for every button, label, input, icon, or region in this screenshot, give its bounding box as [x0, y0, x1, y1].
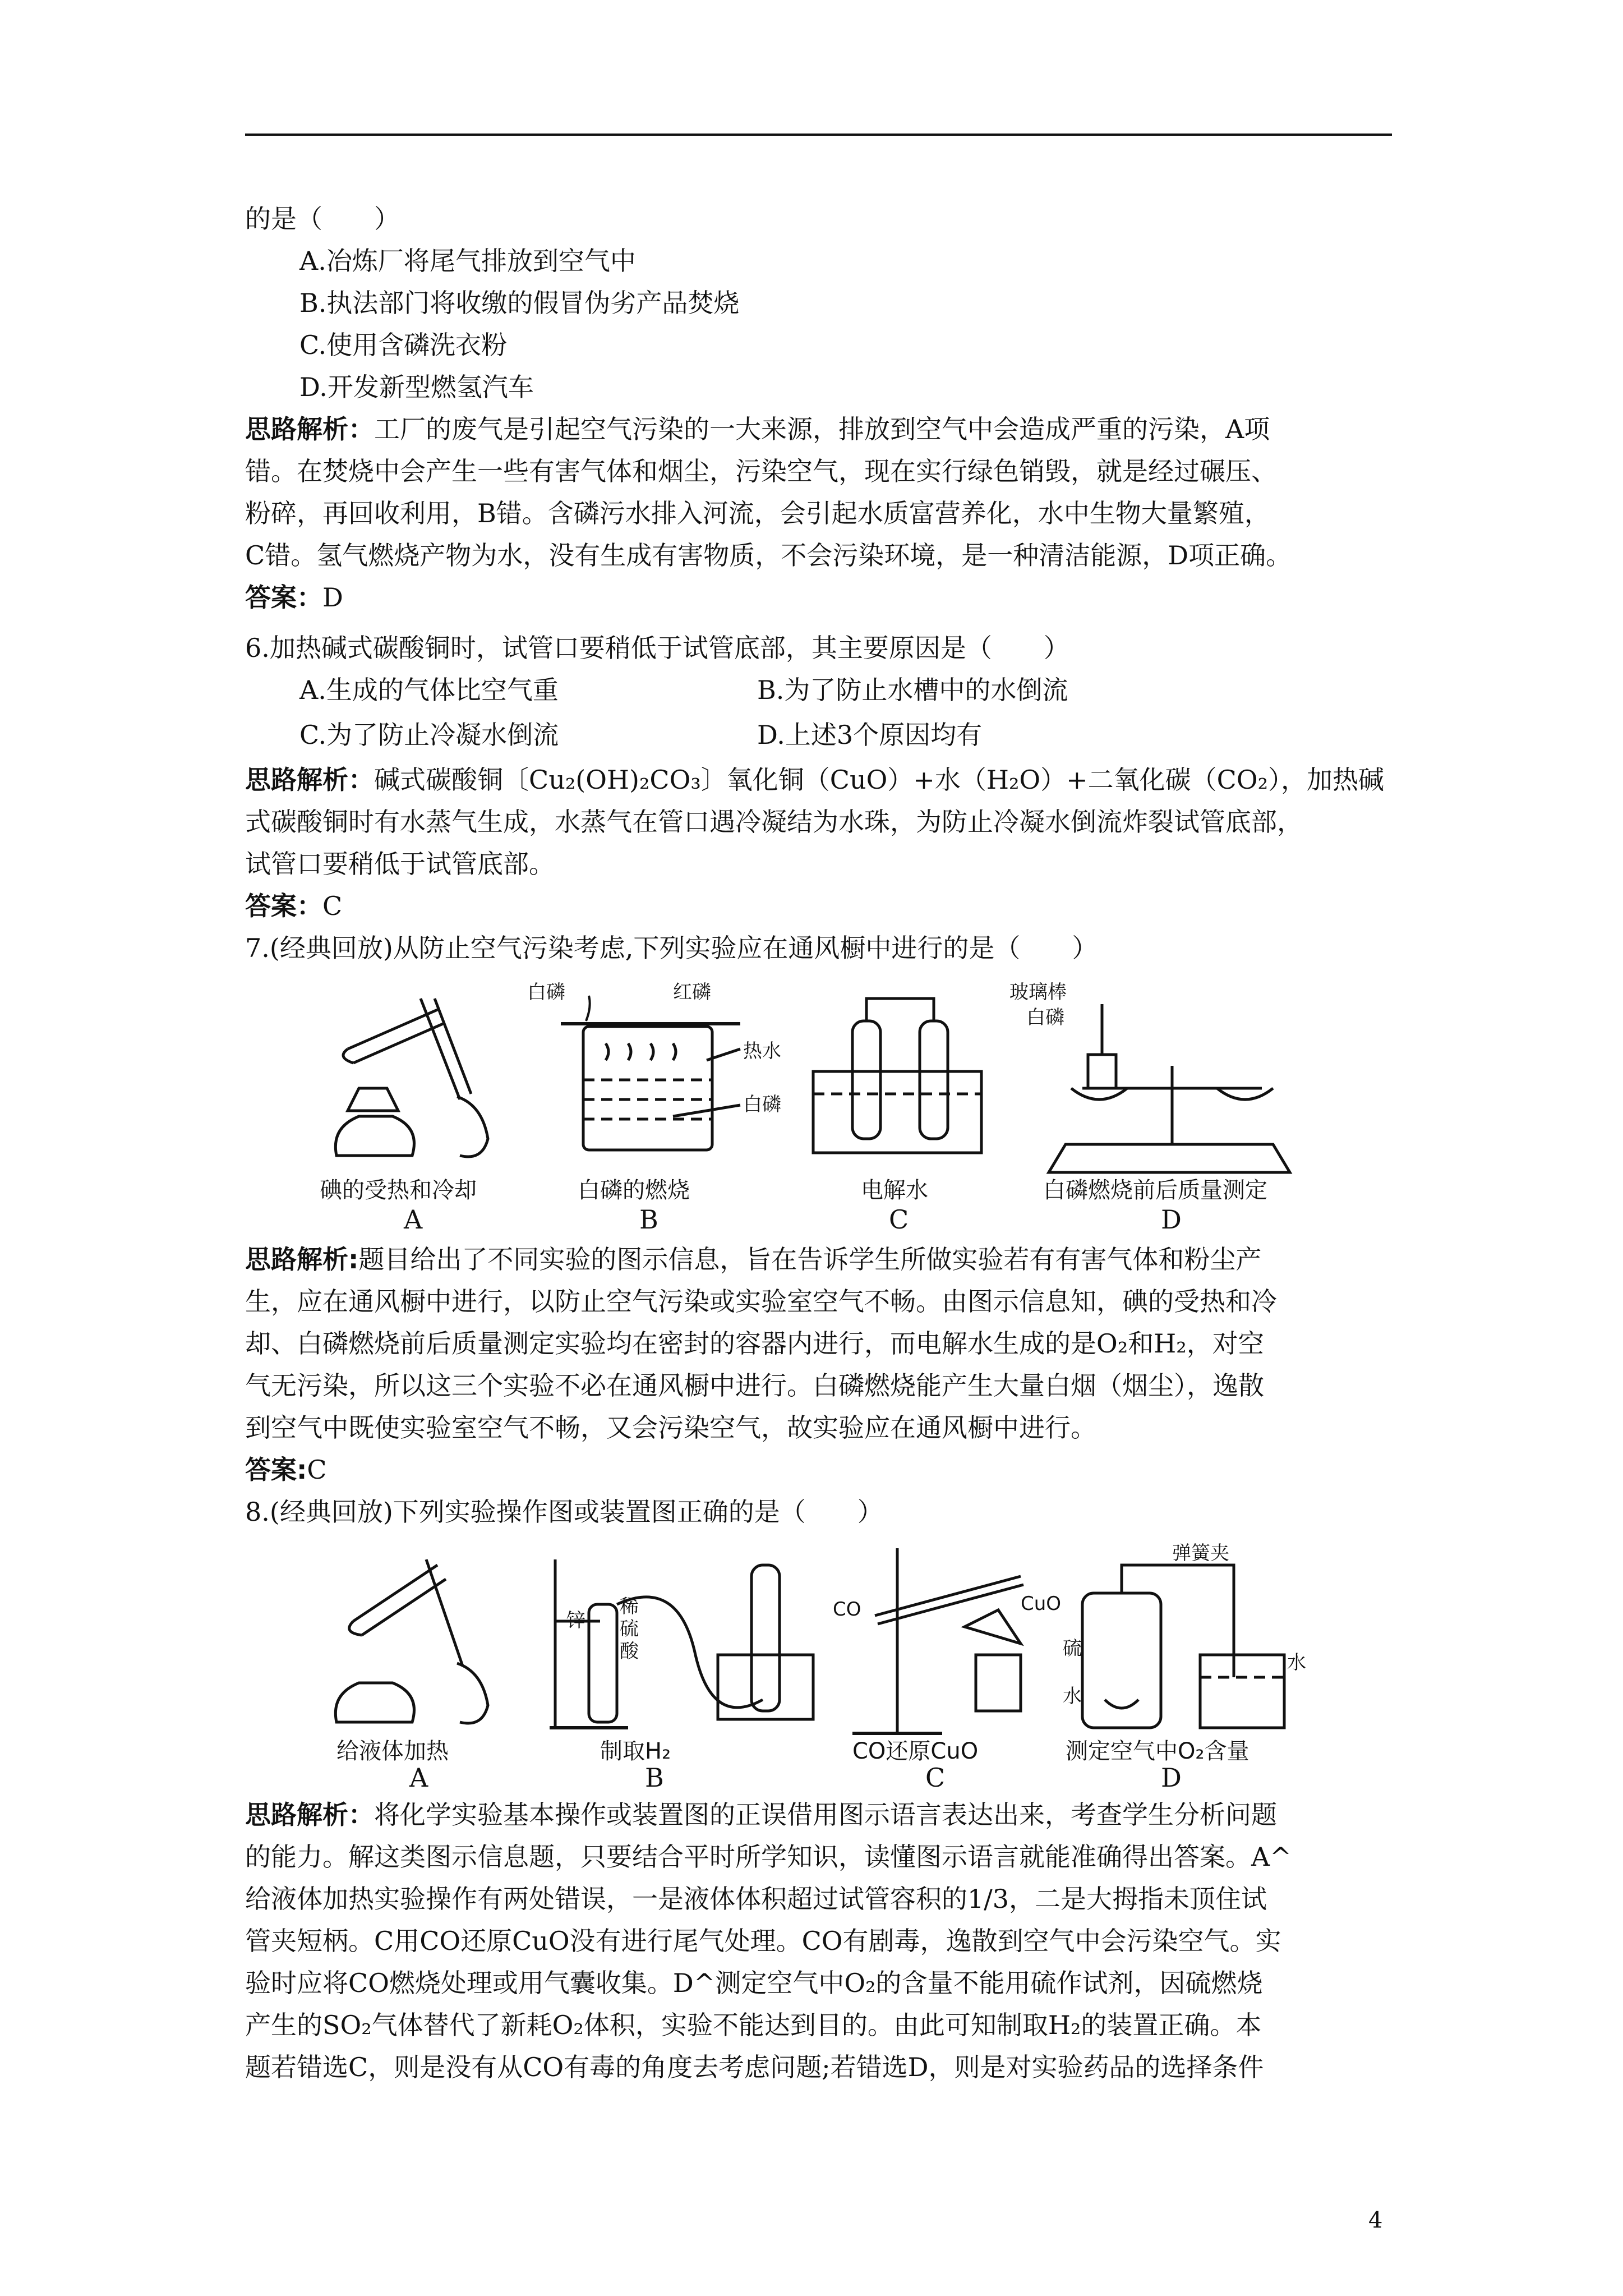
text-line: 给液体加热实验操作有两处错误，一是液体体积超过试管容积的1/3，二是大拇指未顶住试 [245, 1884, 1267, 1914]
text-line: 产生的SO₂气体替代了新耗O₂体积，实验不能达到目的。由此可知制取H₂的装置正确。本 [245, 2010, 1262, 2040]
figure-q8 [314, 1543, 1335, 1789]
label-cuo: CuO [1021, 1593, 1062, 1615]
letter-b: B [639, 1204, 658, 1234]
answer-line: 答案：C [245, 891, 343, 921]
label-white-phosphorus: 白磷 [743, 1093, 781, 1116]
text-line: 到空气中既使实验室空气不畅，又会污染空气，故实验应在通风橱中进行。 [245, 1412, 1096, 1443]
label-glass-rod: 玻璃棒 [1009, 981, 1067, 1004]
answer-label: 答案： [245, 582, 322, 613]
option-c: C.使用含磷洗衣粉 [299, 330, 508, 360]
answer-line: 答案:C [245, 1455, 327, 1485]
text-line: C错。氢气燃烧产物为水，没有生成有害物质，不会污染环境，是一种清洁能源，D项正确。 [245, 540, 1292, 570]
question-7: 7.(经典回放)从防止空气污染考虑,下列实验应在通风橱中进行的是（ ） [245, 933, 1098, 963]
analysis-line: 思路解析：工厂的废气是引起空气污染的一大来源，排放到空气中会造成严重的污染，A项 [245, 414, 1270, 444]
letter-d: D [1161, 1204, 1182, 1234]
label-dilute: 稀 [620, 1595, 639, 1618]
water-trough-icon [813, 1071, 981, 1153]
analysis-line: 思路解析：碱式碳酸铜〔Cu₂(OH)₂CO₃〕氧化铜（CuO）+水（H₂O）+二氧化碳（CO₂），加热碱 [245, 765, 1385, 795]
label-water: 水 [1063, 1685, 1082, 1708]
caption-c: 电解水 [861, 1177, 928, 1203]
analysis-line: 思路解析：将化学实验基本操作或装置图的正误借用图示语言表达出来，考查学生分析问题 [245, 1800, 1277, 1830]
caption-b: 白磷的燃烧 [578, 1177, 690, 1203]
text-line: 错。在焚烧中会产生一些有害气体和烟尘，污染空气，现在实行绿色销毁，就是经过碾压、 [245, 456, 1277, 486]
label-sulfur: 硫 [1063, 1637, 1082, 1660]
label-spring-clip: 弹簧夹 [1172, 1543, 1229, 1565]
option-a: A.冶炼厂将尾气排放到空气中 [299, 246, 636, 276]
balance-icon [1049, 1144, 1290, 1172]
text-line: 生，应在通风橱中进行，以防止空气污染或实验室空气不畅。由图示信息知，碘的受热和冷 [245, 1286, 1277, 1317]
text-line: 气无污染，所以这三个实验不必在通风橱中进行。白磷燃烧能产生大量白烟（烟尘），逸散 [245, 1370, 1264, 1401]
analysis-label: 思路解析: [245, 1244, 359, 1274]
alcohol-lamp-icon [335, 1116, 414, 1156]
letter-a: A [404, 1204, 423, 1234]
figure-q7 [314, 976, 1335, 1234]
text-line: 试管口要稍低于试管底部。 [245, 849, 555, 879]
label-water: 水 [1287, 1651, 1306, 1674]
text-line: 管夹短柄。C用CO还原CuO没有进行尾气处理。CO有剧毒，逸散到空气中会污染空气。实 [245, 1926, 1281, 1956]
label-zinc: 锌 [566, 1609, 585, 1632]
label-acid: 酸 [620, 1640, 639, 1663]
caption-b: 制取H₂ [600, 1738, 671, 1764]
label-hot-water: 热水 [743, 1040, 781, 1062]
text-line: 题若错选C，则是没有从CO有毒的角度去考虑问题;若错选D，则是对实验药品的选择条件 [245, 2052, 1264, 2082]
text-line: 式碳酸铜时有水蒸气生成，水蒸气在管口遇冷凝结为水珠，为防止冷凝水倒流炸裂试管底部， [245, 807, 1303, 837]
text-line: 却、白磷燃烧前后质量测定实验均在密封的容器内进行，而电解水生成的是O₂和H₂，对空 [245, 1328, 1264, 1359]
letter-a: A [409, 1763, 428, 1789]
option-a: A.生成的气体比空气重 [299, 675, 559, 705]
option-d: D.上述3个原因均有 [757, 720, 983, 750]
letter-c: C [925, 1763, 946, 1789]
option-c: C.为了防止冷凝水倒流 [299, 720, 559, 750]
text-line: 验时应将CO燃烧处理或用气囊收集。D^测定空气中O₂的含量不能用硫作试剂，因硫燃烧 [245, 1968, 1263, 1998]
text-line: 的能力。解这类图示信息题，只要结合平时所学知识，读懂图示语言就能准确得出答案。A^ [245, 1842, 1292, 1872]
caption-d: 测定空气中O₂含量 [1066, 1738, 1249, 1764]
label-sulfuric: 硫 [620, 1618, 639, 1640]
beaker-icon [1200, 1655, 1284, 1728]
option-b: B.为了防止水槽中的水倒流 [757, 675, 1068, 705]
question-6: 6.加热碱式碳酸铜时，试管口要稍低于试管底部，其主要原因是（ ） [245, 633, 1069, 663]
beaker-icon [583, 1027, 712, 1150]
option-d: D.开发新型燃氢汽车 [299, 372, 534, 402]
caption-a: 碘的受热和冷却 [320, 1177, 477, 1203]
answer-label: 答案： [245, 891, 322, 921]
text-line: 的是（ ） [245, 204, 400, 234]
label-co: CO [833, 1598, 861, 1621]
letter-d: D [1161, 1763, 1182, 1789]
page-number: 4 [1368, 2207, 1383, 2233]
hand-icon [457, 1097, 488, 1157]
label-white-phosphorus: 白磷 [527, 981, 565, 1004]
option-b: B.执法部门将收缴的假冒伪劣产品焚烧 [299, 288, 740, 318]
analysis-line: 思路解析:题目给出了不同实验的图示信息，旨在告诉学生所做实验若有有害气体和粉尘产 [245, 1244, 1262, 1274]
question-8: 8.(经典回放)下列实验操作图或装置图正确的是（ ） [245, 1497, 883, 1527]
letter-c: C [889, 1204, 909, 1234]
header-rule [245, 134, 1392, 136]
alcohol-lamp-icon [335, 1683, 414, 1722]
caption-c: CO还原CuO [852, 1738, 979, 1764]
analysis-label: 思路解析： [245, 765, 374, 795]
caption-d: 白磷燃烧前后质量测定 [1043, 1177, 1267, 1203]
analysis-label: 思路解析： [245, 414, 374, 444]
answer-label: 答案: [245, 1455, 307, 1485]
letter-b: B [645, 1763, 664, 1789]
analysis-label: 思路解析： [245, 1800, 374, 1830]
text-line: 粉碎，再回收利用，B错。含磷污水排入河流，会引起水质富营养化，水中生物大量繁殖， [245, 498, 1270, 528]
caption-a: 给液体加热 [336, 1738, 449, 1764]
label-red-phosphorus: 红磷 [673, 981, 711, 1004]
answer-line: 答案：D [245, 582, 343, 613]
hand-icon [457, 1663, 488, 1723]
label-white-phosphorus: 白磷 [1026, 1006, 1064, 1029]
